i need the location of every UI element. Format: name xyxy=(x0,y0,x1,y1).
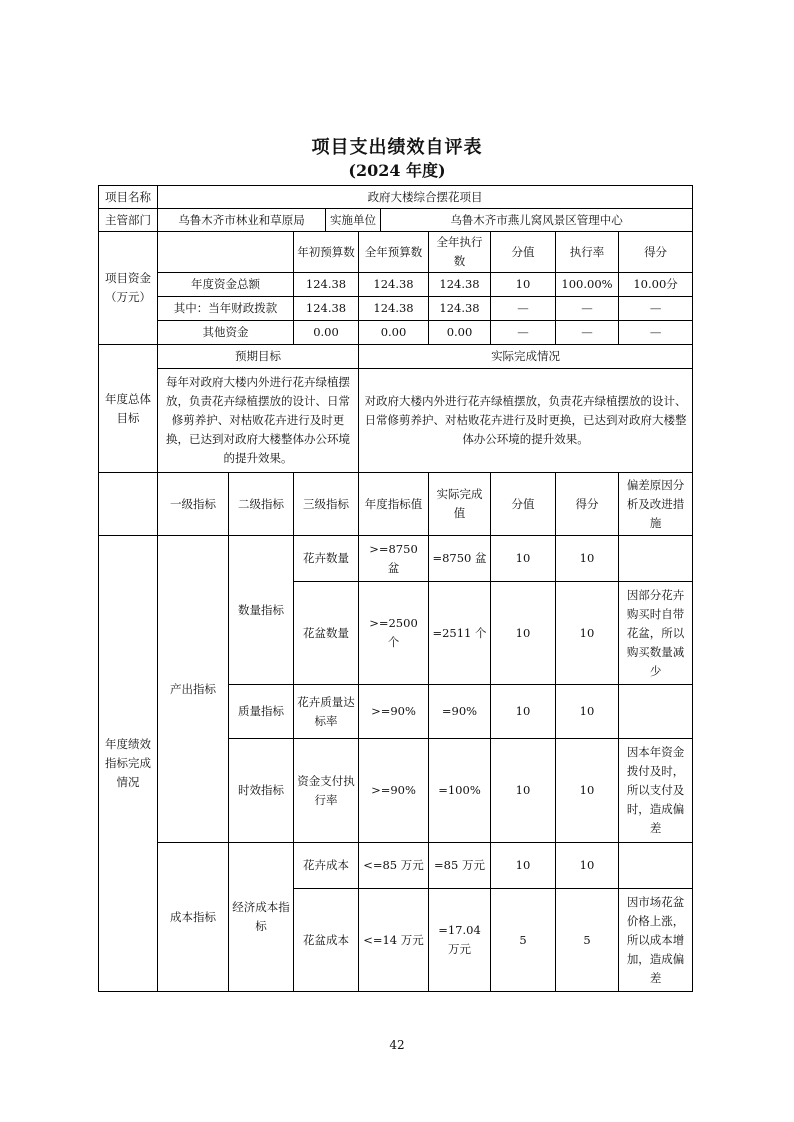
project-name-label: 项目名称 xyxy=(99,186,158,209)
actual-completion-text: 对政府大楼内外进行花卉绿植摆放，负责花卉绿植摆放的设计、日常修剪养护、对枯败花卉进行及时更换，已达到对政府大楼整体办公环境的提升效果。 xyxy=(359,369,693,473)
funding-cell: 10.00分 xyxy=(619,273,693,297)
actual-completion-header: 实际完成情况 xyxy=(359,345,693,369)
funding-cell: 124.38 xyxy=(294,297,359,321)
funding-header-score: 得分 xyxy=(619,232,693,273)
score: 10 xyxy=(556,582,619,685)
score: 10 xyxy=(556,843,619,889)
score-value: 10 xyxy=(491,739,556,843)
competent-department-label: 主管部门 xyxy=(99,209,158,232)
score-value: 5 xyxy=(491,889,556,992)
level3-name: 花卉数量 xyxy=(294,536,359,582)
level2-timeliness-indicator: 时效指标 xyxy=(229,739,294,843)
annual-goal-section-label: 年度总体目标 xyxy=(99,345,158,473)
actual-value: =85 万元 xyxy=(429,843,491,889)
deviation-cell: 因市场花盆价格上涨，所以成本增加，造成偏差 xyxy=(619,889,693,992)
funding-cell: 100.00% xyxy=(556,273,619,297)
funding-cell: — xyxy=(619,321,693,345)
score-value: 10 xyxy=(491,685,556,739)
funding-cell: — xyxy=(491,321,556,345)
project-name-row xyxy=(99,186,693,209)
funding-cell: 124.38 xyxy=(359,273,429,297)
level2-quantity-indicator: 数量指标 xyxy=(229,536,294,685)
expected-goal-text: 每年对政府大楼内外进行花卉绿植摆放，负责花卉绿植摆放的设计、日常修剪养护、对枯败花卉进行及时更换，已达到对政府大楼整体办公环境的提升效果。 xyxy=(158,369,359,473)
funding-cell: 10 xyxy=(491,273,556,297)
funding-row-fiscal xyxy=(99,297,693,321)
target-value: >=90% xyxy=(359,739,429,843)
funding-cell: 124.38 xyxy=(359,297,429,321)
score: 10 xyxy=(556,685,619,739)
deviation-cell: 因部分花卉购买时自带花盆，所以购买数量减少 xyxy=(619,582,693,685)
level3-name: 资金支付执行率 xyxy=(294,739,359,843)
page-subtitle: (2024 年度) xyxy=(348,161,446,180)
funding-section-label: 项目资金（万元） xyxy=(99,232,158,345)
indicator-header-level2: 二级指标 xyxy=(229,473,294,536)
indicator-header-deviation: 偏差原因分析及改进措施 xyxy=(619,473,693,536)
funding-header-annual-budget: 全年预算数 xyxy=(359,232,429,273)
actual-value: =90% xyxy=(429,685,491,739)
funding-cell: 0.00 xyxy=(429,321,491,345)
indicator-header-score: 得分 xyxy=(556,473,619,536)
funding-cell: — xyxy=(491,297,556,321)
funding-header-row xyxy=(99,232,693,273)
target-value: >=90% xyxy=(359,685,429,739)
actual-value: =8750 盆 xyxy=(429,536,491,582)
implementing-unit-value: 乌鲁木齐市燕儿窝风景区管理中心 xyxy=(381,209,693,232)
target-value: >=8750 盆 xyxy=(359,536,429,582)
annual-goal-header-row xyxy=(99,345,693,369)
funding-cell: 124.38 xyxy=(294,273,359,297)
funding-row-total xyxy=(99,273,693,297)
funding-header-initial-budget: 年初预算数 xyxy=(294,232,359,273)
performance-self-eval-table xyxy=(98,185,693,992)
actual-value: =2511 个 xyxy=(429,582,491,685)
funding-cell: 0.00 xyxy=(359,321,429,345)
deviation-cell: 因本年资金拨付及时，所以支付及时，造成偏差 xyxy=(619,739,693,843)
annual-goal-text-row xyxy=(99,369,693,473)
indicator-section-label: 年度绩效指标完成情况 xyxy=(99,536,158,992)
funding-cell: — xyxy=(556,321,619,345)
funding-header-execution-rate: 执行率 xyxy=(556,232,619,273)
indicator-header-row xyxy=(99,473,693,536)
score: 5 xyxy=(556,889,619,992)
project-name-value: 政府大楼综合摆花项目 xyxy=(158,186,693,209)
funding-row-label: 其他资金 xyxy=(158,321,294,345)
indicator-header-score-value: 分值 xyxy=(491,473,556,536)
funding-cell: — xyxy=(619,297,693,321)
indicator-header-level3: 三级指标 xyxy=(294,473,359,536)
score-value: 10 xyxy=(491,582,556,685)
indicator-row-flower-cost xyxy=(99,843,693,889)
deviation-cell xyxy=(619,843,693,889)
indicator-header-target: 年度指标值 xyxy=(359,473,429,536)
level3-name: 花卉质量达标率 xyxy=(294,685,359,739)
level3-name: 花卉成本 xyxy=(294,843,359,889)
funding-cell: 0.00 xyxy=(294,321,359,345)
indicator-row-flower-quantity xyxy=(99,536,693,582)
deviation-cell xyxy=(619,536,693,582)
funding-row-label: 年度资金总额 xyxy=(158,273,294,297)
funding-cell: — xyxy=(556,297,619,321)
level1-output-indicator: 产出指标 xyxy=(158,536,229,843)
score-value: 10 xyxy=(491,843,556,889)
indicator-header-level1: 一级指标 xyxy=(158,473,229,536)
target-value: >=2500 个 xyxy=(359,582,429,685)
funding-blank-cell xyxy=(158,232,294,273)
department-row xyxy=(99,209,693,232)
funding-row-other xyxy=(99,321,693,345)
actual-value: =17.04 万元 xyxy=(429,889,491,992)
level2-quality-indicator: 质量指标 xyxy=(229,685,294,739)
funding-cell: 124.38 xyxy=(429,297,491,321)
funding-row-label: 其中：当年财政拨款 xyxy=(158,297,294,321)
indicator-header-actual: 实际完成值 xyxy=(429,473,491,536)
level3-name: 花盆数量 xyxy=(294,582,359,685)
expected-goal-header: 预期目标 xyxy=(158,345,359,369)
page-title: 项目支出绩效自评表 xyxy=(311,137,483,158)
indicator-blank-cell xyxy=(99,473,158,536)
score: 10 xyxy=(556,536,619,582)
target-value: <=14 万元 xyxy=(359,889,429,992)
target-value: <=85 万元 xyxy=(359,843,429,889)
score: 10 xyxy=(556,739,619,843)
actual-value: =100% xyxy=(429,739,491,843)
level3-name: 花盆成本 xyxy=(294,889,359,992)
funding-header-executed: 全年执行数 xyxy=(429,232,491,273)
score-value: 10 xyxy=(491,536,556,582)
implementing-unit-label: 实施单位 xyxy=(326,209,381,232)
funding-cell: 124.38 xyxy=(429,273,491,297)
page-number: 42 xyxy=(389,1038,405,1052)
competent-department-value: 乌鲁木齐市林业和草原局 xyxy=(158,209,326,232)
funding-header-score-value: 分值 xyxy=(491,232,556,273)
level1-cost-indicator: 成本指标 xyxy=(158,843,229,992)
level2-economic-cost-indicator: 经济成本指标 xyxy=(229,843,294,992)
deviation-cell xyxy=(619,685,693,739)
